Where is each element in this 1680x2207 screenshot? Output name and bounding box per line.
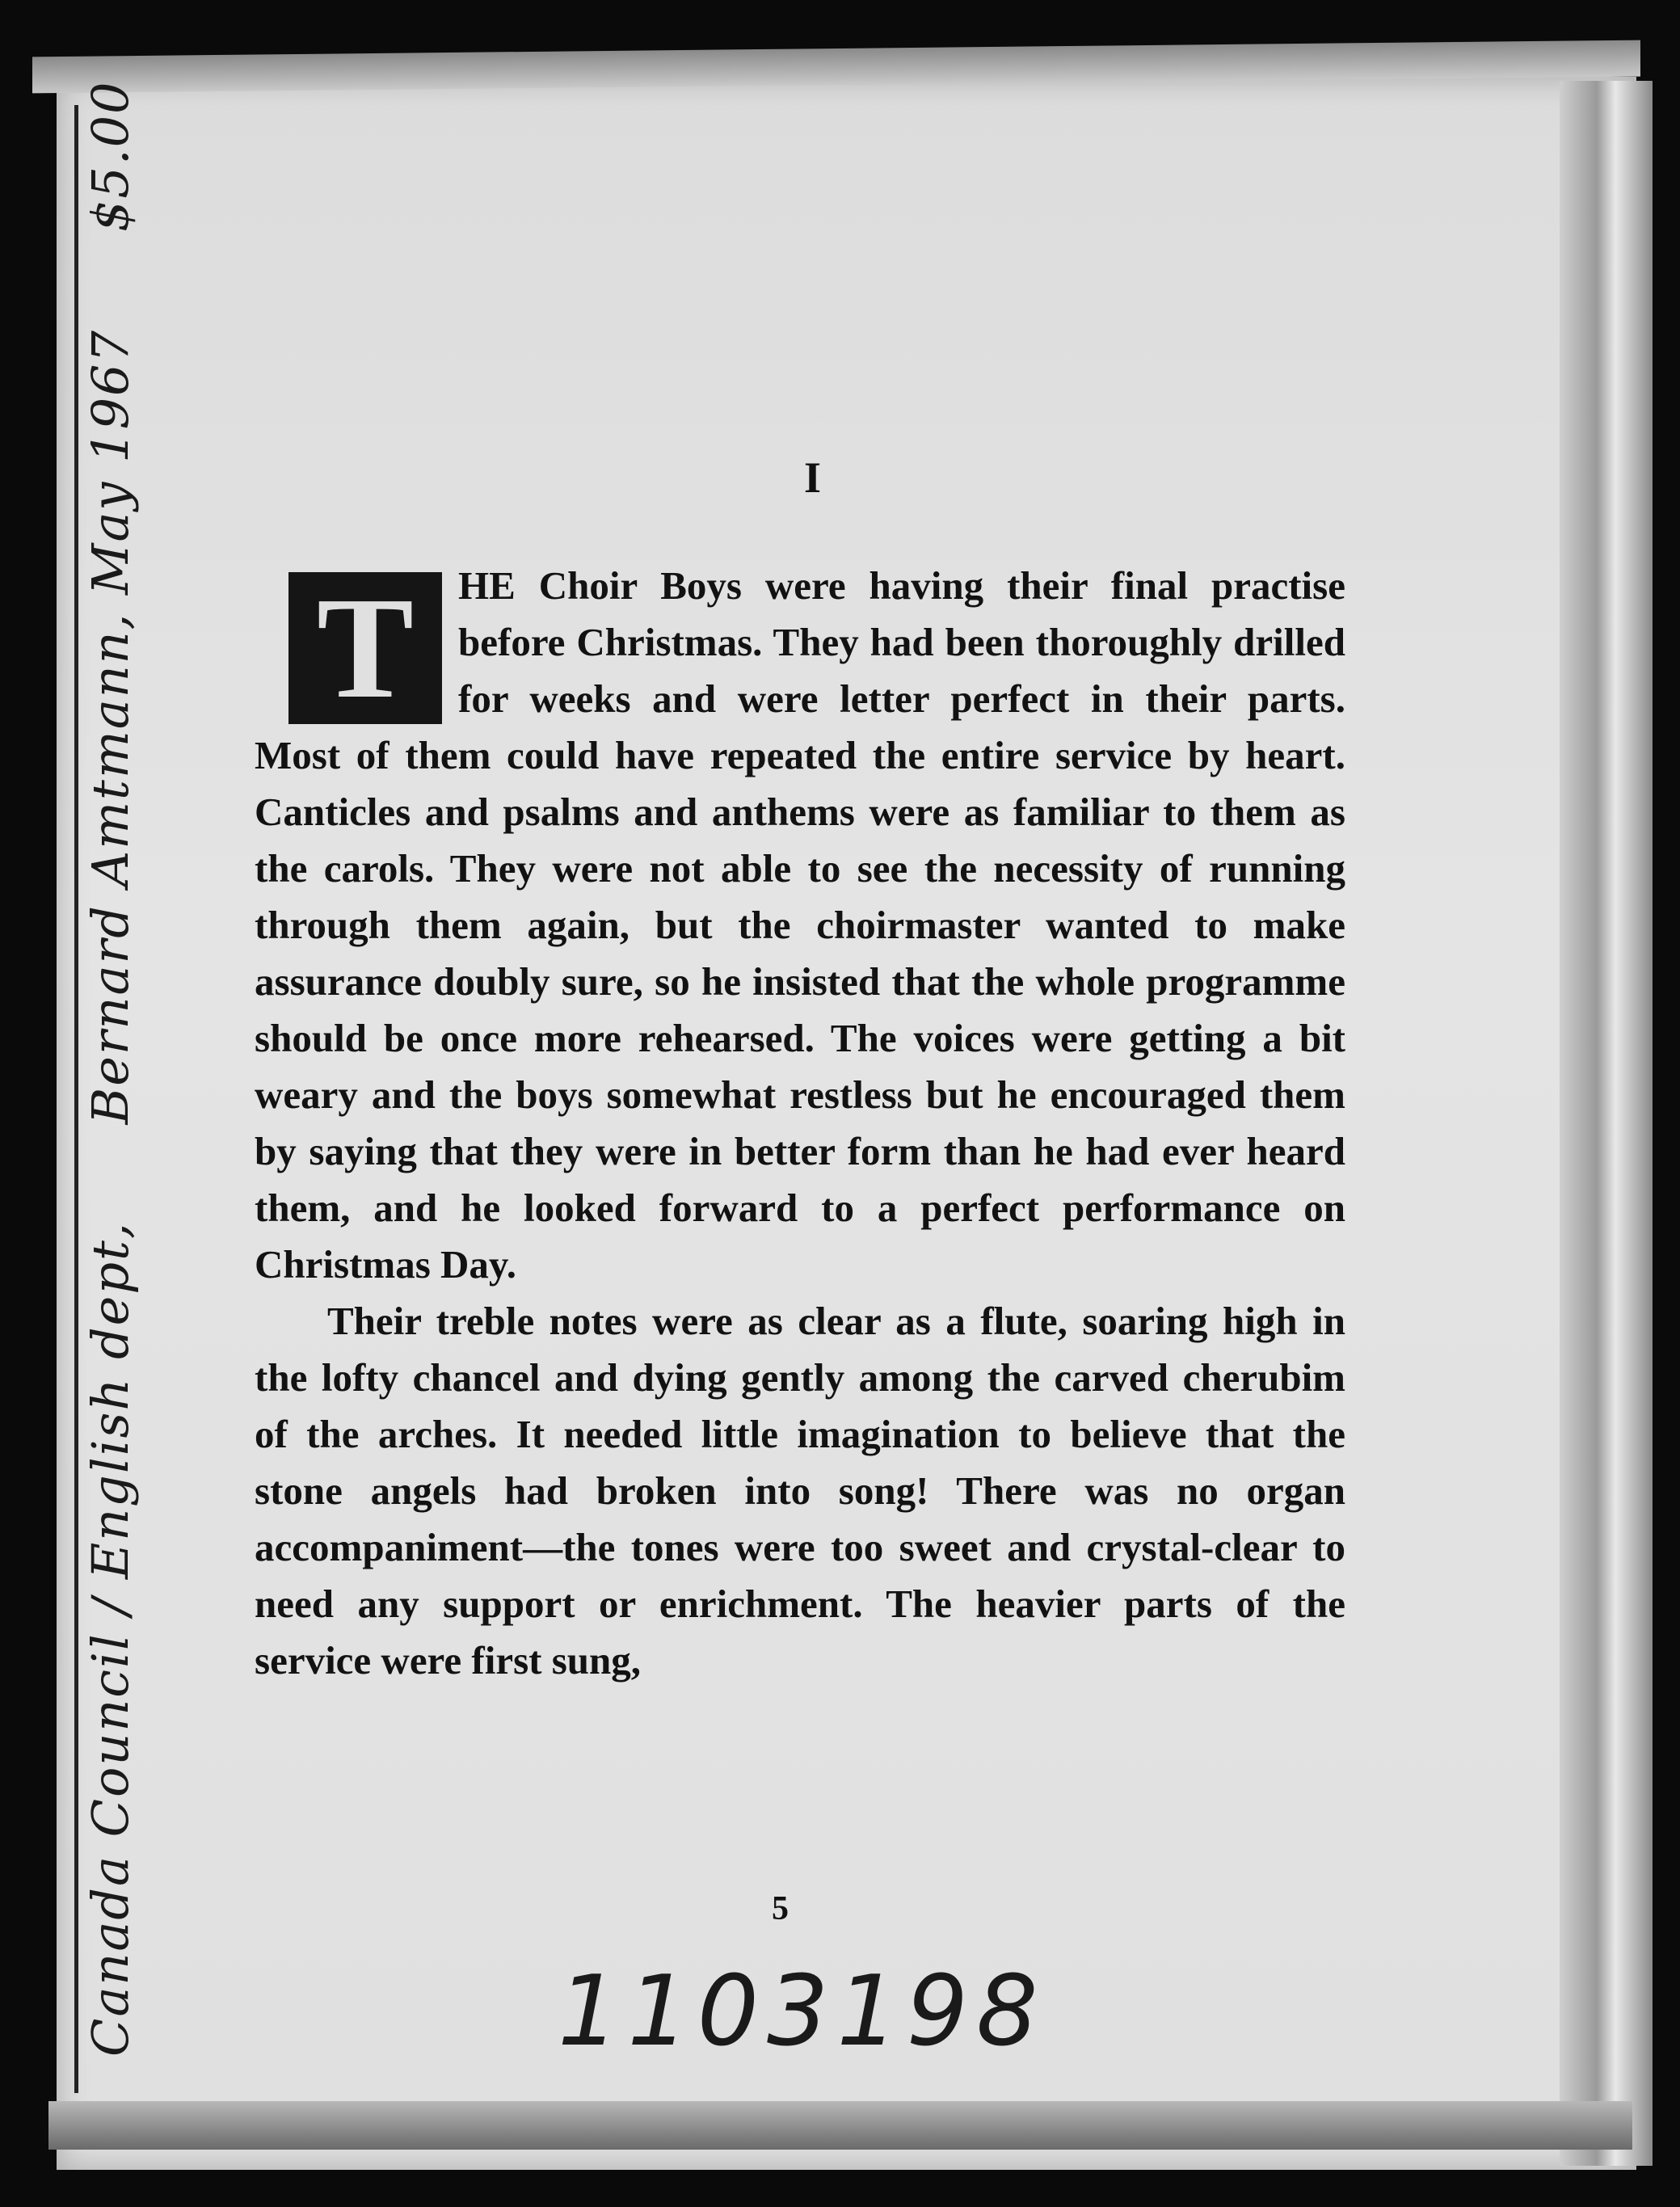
- margin-note-line1: Canada Council / English dept,: [81, 1221, 140, 2057]
- page-number: 5: [772, 1890, 789, 1927]
- handwritten-accession-number: 1103198: [558, 1956, 1046, 2068]
- drop-cap-ornament: [288, 567, 442, 728]
- chapter-number: I: [804, 453, 822, 502]
- margin-note-line2: Bernard Amtmann, May 1967: [81, 329, 140, 1125]
- paragraph-2: Their treble notes were as clear as a flute, soaring high in the lofty chancel and dying gently among the carved cherubim of the arches. It needed little imagination to believe that the stone angels had broken into song! There was no organ accompaniment—the tones were too sweet and crystal-clear to need any support or enrichment. The heavier parts of the service were first sung,: [255, 1299, 1345, 1683]
- paragraph-1: HE Choir Boys were having their final practise before Christmas. They had been thoroughly drilled for weeks and were letter perfect in their parts. Most of them could have repeated the entire service by heart. Canticles and psalms and anthems were as familiar to them as the carols. They were not able to see the necessity of running through them again, but the choirmaster wanted to make assurance doubly sure, so he insisted that the whole programme should be once more rehearsed. The voices were getting a bit weary and the boys somewhat restless but he encouraged them by saying that they were in better form than he had ever heard them, and he looked forward to a perfect performance on Christmas Day.: [255, 563, 1345, 1287]
- handwritten-margin-note: [81, 81, 140, 2057]
- drop-cap-letter: T: [316, 567, 415, 728]
- binding-rule: [74, 105, 78, 2093]
- body-text: [255, 558, 1345, 1689]
- page-bottom-edge: [48, 2101, 1632, 2150]
- margin-note-price: $5.00: [81, 80, 140, 233]
- page-right-edge: [1560, 81, 1653, 2166]
